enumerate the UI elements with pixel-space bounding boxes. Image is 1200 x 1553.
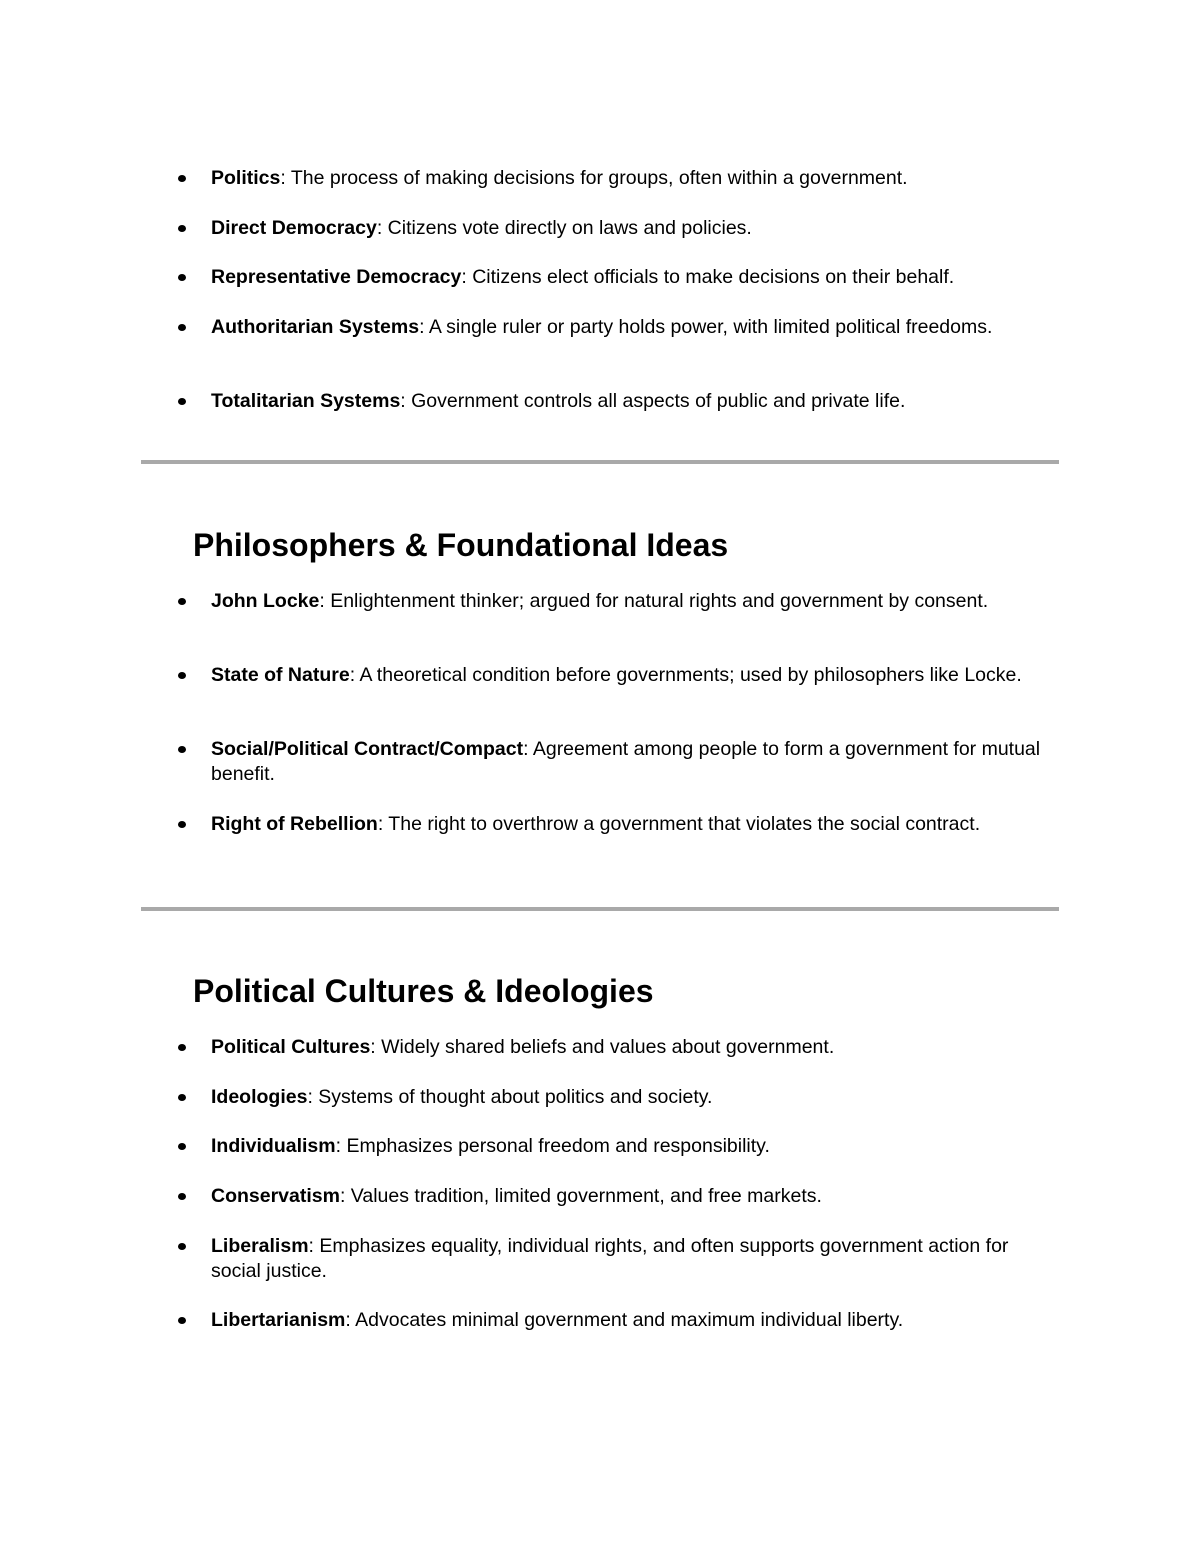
list-item bbox=[211, 812, 1051, 837]
term-definition: : Government controls all aspects of public and private life. bbox=[400, 390, 906, 412]
term-label: Conservatism bbox=[211, 1185, 340, 1207]
term-label: Right of Rebellion bbox=[211, 813, 378, 835]
term-label: Politics bbox=[211, 167, 281, 189]
list-item bbox=[211, 1234, 1051, 1284]
bullet-icon bbox=[178, 274, 186, 281]
bullet-icon bbox=[178, 225, 186, 232]
term-label: Ideologies bbox=[211, 1086, 308, 1108]
section-divider bbox=[141, 907, 1059, 911]
term-label: Liberalism bbox=[211, 1235, 309, 1257]
term-label: John Locke bbox=[211, 590, 320, 612]
term-label: Political Cultures bbox=[211, 1036, 371, 1058]
term-definition: : The process of making decisions for groups, often within a government. bbox=[280, 167, 908, 189]
term-definition: : Citizens elect officials to make decisions on their behalf. bbox=[461, 266, 955, 288]
list-item bbox=[211, 1035, 1051, 1060]
term-definition: : A single ruler or party holds power, with limited political freedoms. bbox=[419, 316, 993, 338]
term-definition: : A theoretical condition before governments; used by philosophers like Locke. bbox=[349, 664, 1022, 686]
bullet-icon bbox=[178, 175, 186, 182]
bullet-icon bbox=[178, 1243, 186, 1250]
list-item bbox=[211, 166, 1051, 191]
bullet-icon bbox=[178, 672, 186, 679]
list-item bbox=[211, 589, 1051, 614]
section-heading-cultures: Political Cultures & Ideologies bbox=[193, 973, 654, 1009]
bullet-icon bbox=[178, 1317, 186, 1324]
list-item bbox=[211, 1308, 1051, 1333]
term-definition: : The right to overthrow a government that violates the social contract. bbox=[377, 813, 981, 835]
list-item bbox=[211, 265, 1051, 290]
term-definition: : Widely shared beliefs and values about government. bbox=[370, 1036, 835, 1058]
term-label: Social/Political Contract/Compact bbox=[211, 738, 524, 760]
list-item bbox=[211, 216, 1051, 241]
list-item bbox=[211, 1184, 1051, 1209]
term-definition: : Emphasizes personal freedom and responsibility. bbox=[335, 1135, 770, 1157]
list-item bbox=[211, 315, 1051, 340]
term-label: Totalitarian Systems bbox=[211, 390, 401, 412]
term-label: Authoritarian Systems bbox=[211, 316, 420, 338]
bullet-icon bbox=[178, 598, 186, 605]
list-item bbox=[211, 663, 1051, 688]
list-item bbox=[211, 737, 1051, 787]
term-definition: : Citizens vote directly on laws and policies. bbox=[376, 217, 752, 239]
term-definition: : Enlightenment thinker; argued for natural rights and government by consent. bbox=[319, 590, 989, 612]
term-definition: : Emphasizes equality, individual rights, and often supports government action for social justice. bbox=[211, 1235, 1009, 1282]
list-item bbox=[211, 1085, 1051, 1110]
term-label: Libertarianism bbox=[211, 1309, 346, 1331]
term-definition: : Agreement among people to form a government for mutual benefit. bbox=[211, 738, 1041, 785]
bullet-icon bbox=[178, 1044, 186, 1051]
bullet-icon bbox=[178, 1094, 186, 1101]
bullet-icon bbox=[178, 1143, 186, 1150]
term-label: State of Nature bbox=[211, 664, 350, 686]
bullet-icon bbox=[178, 324, 186, 331]
term-label: Direct Democracy bbox=[211, 217, 377, 239]
bullet-icon bbox=[178, 821, 186, 828]
bullet-icon bbox=[178, 746, 186, 753]
section-divider bbox=[141, 460, 1059, 464]
term-label: Representative Democracy bbox=[211, 266, 462, 288]
bullet-icon bbox=[178, 398, 186, 405]
list-item bbox=[211, 1134, 1051, 1159]
section-heading-philosophers: Philosophers & Foundational Ideas bbox=[193, 527, 729, 563]
bullet-icon bbox=[178, 1193, 186, 1200]
term-definition: : Values tradition, limited government, and free markets. bbox=[339, 1185, 822, 1207]
term-definition: : Advocates minimal government and maximum individual liberty. bbox=[345, 1309, 904, 1331]
term-definition: : Systems of thought about politics and society. bbox=[307, 1086, 713, 1108]
list-item bbox=[211, 389, 1051, 414]
term-label: Individualism bbox=[211, 1135, 336, 1157]
